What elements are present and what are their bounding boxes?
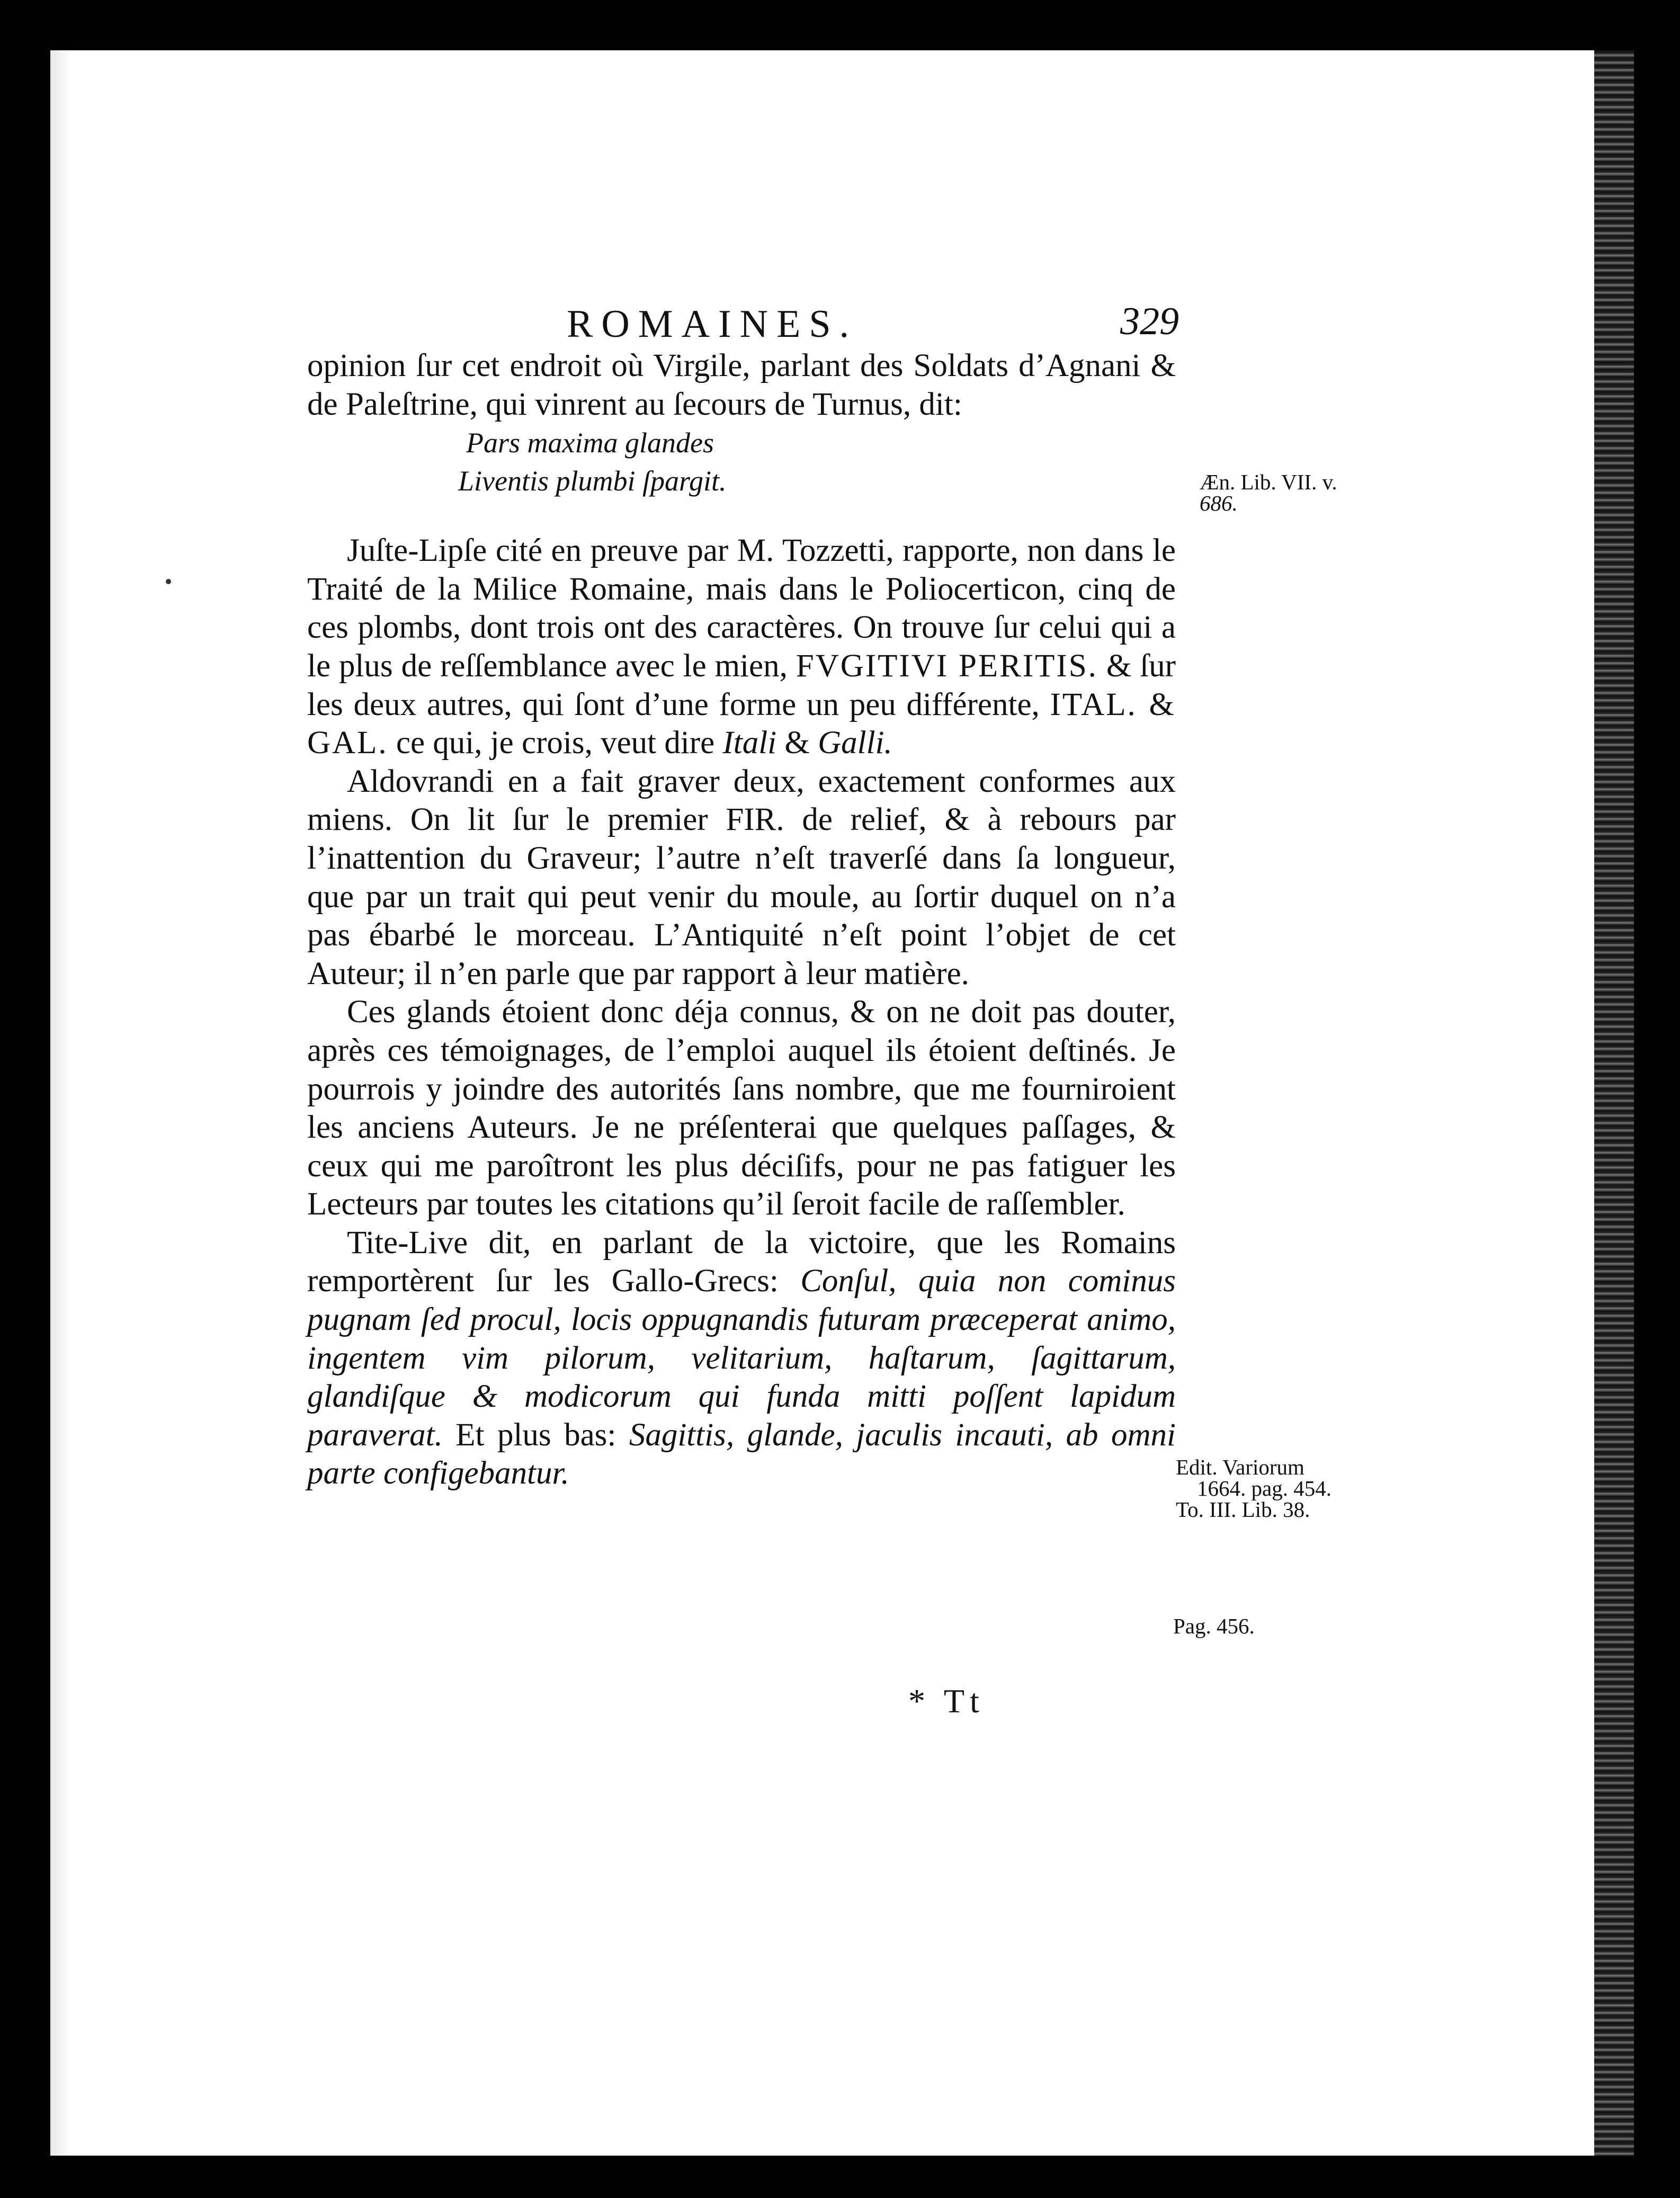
- margin-note-line: Æn. Lib. VII. v.: [1200, 470, 1337, 494]
- paragraph-glands: Ces glands étoient donc déja connus, & on ne doit pas douter, après ces témoignages, de l’emploi auquel ils étoient deſtinés. Je pourrois y joindre des autorités ſans nombre, que me fourniroient les anciens Auteurs. Je ne préſenterai que quelques paſſages, & ceux qui me paroîtront les plus déciſifs, pour ne pas fatiguer les Lecteurs par toutes les citations qu’il ſeroit facile de raſſembler.: [307, 994, 1176, 1222]
- inscription-ital-gal: ITAL. & GAL.: [307, 686, 1176, 761]
- margin-note-line: 1664. pag. 454.: [1197, 1476, 1332, 1500]
- text-run: Juſte-Lipſe cité en preuve par M. Tozzetti, rapporte, non dans le Traité de la Milice Romaine, mais dans le Poliocerticon, cinq de ces plombs, dont trois ont des caractères. On trouve ſur celui qui a le plus de reſſemblance avec le mien,: [307, 533, 1176, 684]
- inscription-fugitivi: FVGITIVI PERITIS.: [796, 648, 1098, 684]
- italic-itali: Itali: [722, 725, 777, 761]
- main-text: [307, 347, 1176, 1493]
- italic-galli: Galli.: [818, 725, 892, 761]
- paragraph-intro: opinion ſur cet endroit où Virgile, parlant des Soldats d’Agnani & de Paleſtrine, qui vinrent au ſecours de Turnus, dit:: [307, 348, 1176, 422]
- margin-note-line: To. III. Lib. 38.: [1176, 1497, 1310, 1522]
- paragraph-aldovrandi: Aldovrandi en a fait graver deux, exactement conformes aux miens. On lit ſur le premier FIR. de relief, & à rebours par l’inattention du Graveur; l’autre n’eſt traverſé dans ſa longueur, que par un trait qui peut venir du moule, au ſortir duquel on n’a pas ébarbé le morceau. L’Antiquité n’eſt point l’objet de cet Auteur; il n’en parle que par rapport à leur matière.: [307, 763, 1176, 991]
- paragraph-justus-lipsius: [307, 532, 1176, 763]
- margin-note-page: Pag. 456.: [1173, 1614, 1255, 1638]
- text-run: & ſur les deux autres, qui ſont d’une forme un peu différente,: [307, 648, 1176, 722]
- margin-note-line: Edit. Variorum: [1176, 1455, 1304, 1479]
- latin-quote-2: Sagittis, glande, jaculis incauti, ab omni parte configebantur.: [307, 1417, 1176, 1491]
- book-page: [50, 50, 1634, 2156]
- paragraph-tite-live: [307, 1224, 1176, 1493]
- verse-line-2: Liventis plumbi ſpargit.: [458, 465, 727, 497]
- running-title: ROMAINES.: [567, 302, 857, 346]
- margin-note-edition: [1176, 1457, 1332, 1520]
- page-number: 329: [1120, 300, 1179, 343]
- text-run: Et plus bas:: [455, 1417, 616, 1453]
- margin-note-aeneid: [1200, 471, 1337, 514]
- verse-line-1: Pars maxima glandes: [466, 427, 714, 459]
- catchword: * Tt: [908, 1682, 985, 1720]
- text-run: &: [784, 725, 810, 761]
- page-edge: [1594, 50, 1634, 2156]
- text-run: ce qui, je crois, veut dire: [396, 725, 715, 761]
- ink-speck: [166, 579, 171, 584]
- margin-note-line: 686.: [1200, 491, 1238, 515]
- binding-shadow: [50, 50, 72, 2156]
- text-run: Tite-Live dit, en parlant de la victoire, que les Romains remportèrent ſur les Gallo-Grecs:: [307, 1225, 1176, 1299]
- latin-quote-1: Conſul, quia non cominus pugnam ſed procul, locis oppugnandis futuram præceperat animo, ingentem vim pilorum, velitarium, haſtarum, ſagittarum, glandiſque & modicorum qui funda mitti poſſent lapidum paraverat.: [307, 1263, 1176, 1453]
